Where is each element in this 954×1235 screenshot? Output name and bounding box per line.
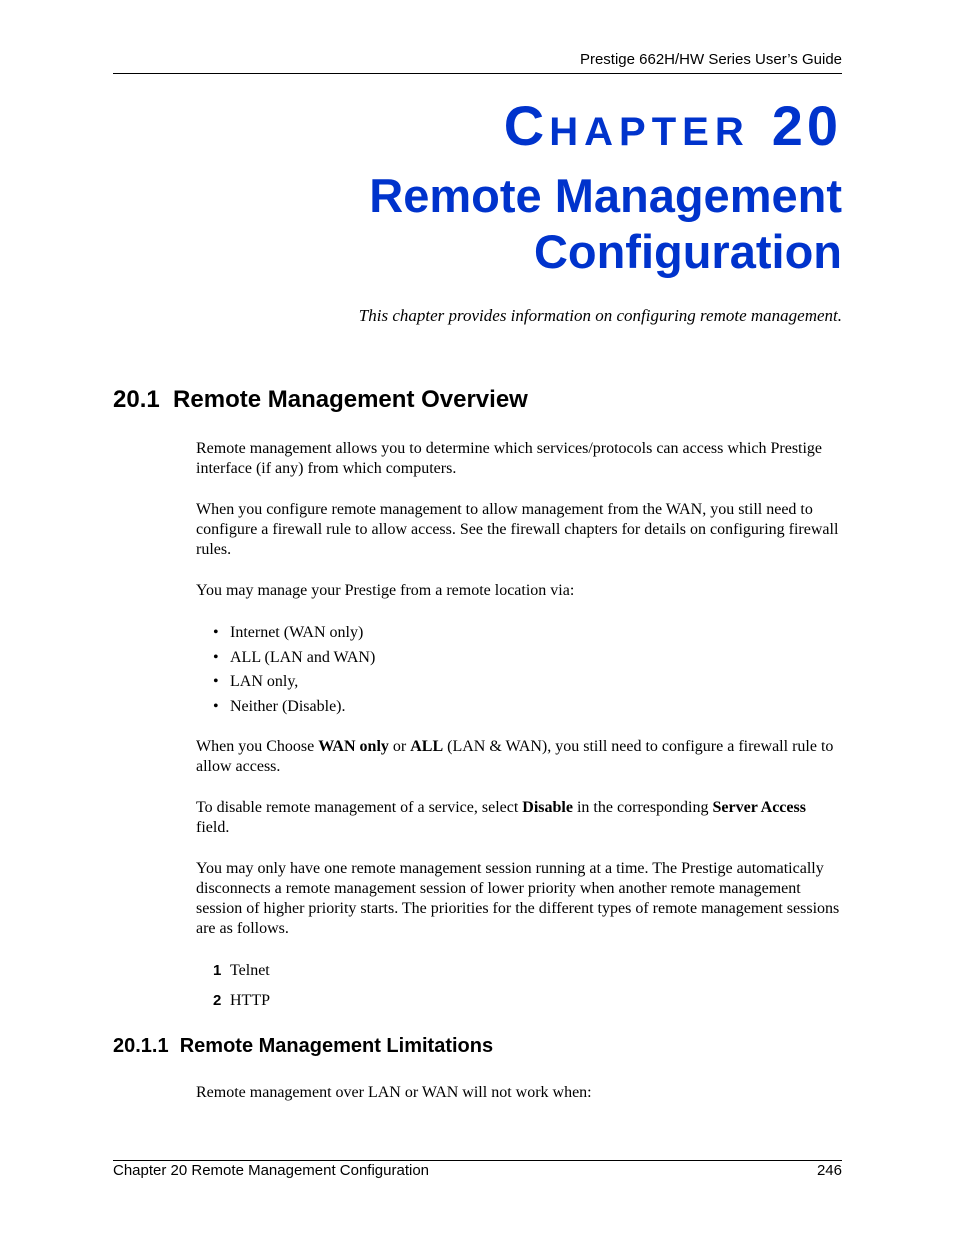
overview-paragraph-3: You may manage your Prestige from a remote location via: [196,582,575,599]
section-heading-limitations: 20.1.1 Remote Management Limitations [113,1035,494,1057]
chapter-number: 20 [771,94,842,157]
chapter-label [503,94,842,157]
page-number: 246 [816,1162,842,1179]
chapter-title-line2: Configuration [533,225,842,278]
chapter-label-initial: C [503,94,550,157]
list-item: 2 HTTP [213,992,270,1009]
guide-title: Prestige 662H/HW Series User’s Guide [579,51,842,68]
bullet-icon: • [213,624,219,641]
chapter-title [369,168,842,280]
header-rule [113,73,842,74]
chapter-intro: This chapter provides information on configuring remote management. [358,306,842,325]
overview-paragraph-6: You may only have one remote management session running at a time. The Prestige automatically disconnects a remote management session of lower priority when another remote management session of higher priority starts. The priorities for the different types of remote management sessions are as follows. [196,860,840,937]
access-options-list [213,621,375,720]
footer-chapter-text: Chapter 20 Remote Management Configuration [113,1162,430,1179]
overview-paragraph-1: Remote management allows you to determine which services/protocols can access which Prestige interface (if any) from which computers. [196,440,823,477]
list-item: • Internet (WAN only) [213,621,375,646]
bullet-icon: • [213,698,219,716]
section-heading-overview: 20.1 Remote Management Overview [113,386,528,413]
chapter-title-line1: Remote Management [369,169,842,222]
priority-list [213,959,270,1019]
bullet-icon: • [213,673,219,691]
overview-paragraph-2: When you configure remote management to allow management from the WAN, you still need to configure a firewall rule to allow access. See the firewall chapters for details on configuring firewall rules. [196,501,839,558]
overview-paragraph-5: To disable remote management of a service, select Disable in the corresponding Server Access field. [196,799,806,836]
list-item: • Neither (Disable). [213,695,375,720]
list-item: 1 Telnet [213,962,270,979]
list-item: • ALL (LAN and WAN) [213,646,375,671]
limitations-paragraph-1: Remote management over LAN or WAN will not work when: [196,1084,592,1101]
footer-rule [113,1160,842,1161]
bullet-icon: • [213,648,219,666]
overview-paragraph-4: When you Choose WAN only or ALL (LAN & WAN), you still need to configure a firewall rule to allow access. [196,738,834,775]
chapter-label-rest: HAPTER [549,110,750,154]
list-item: • LAN only, [213,670,375,695]
